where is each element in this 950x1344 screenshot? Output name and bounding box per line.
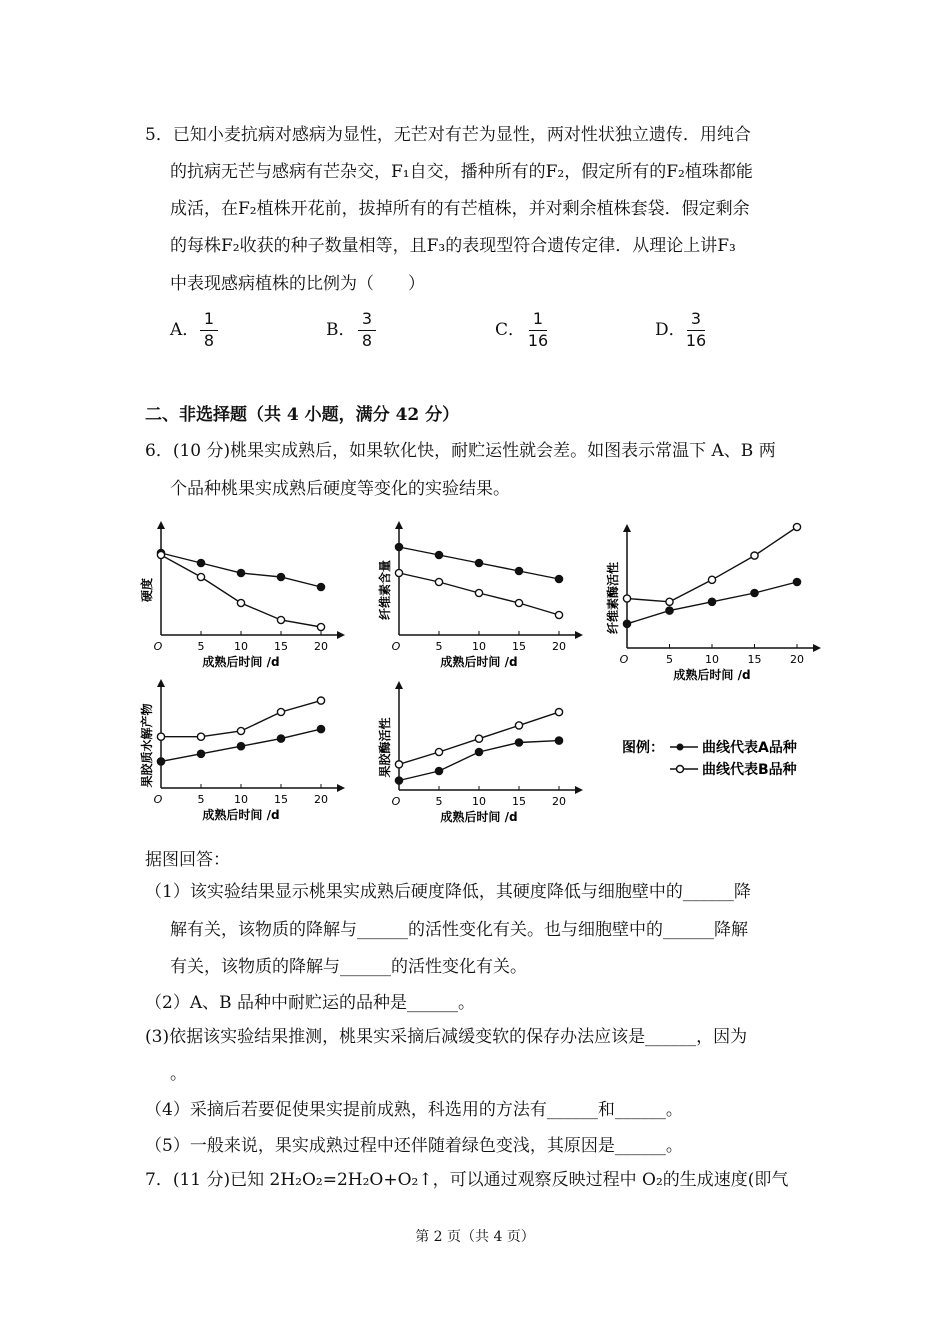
chart3-series-B-point xyxy=(751,552,758,559)
chart3-series-A-point xyxy=(793,578,800,585)
option-c-fraction xyxy=(523,309,553,351)
option-d-fraction xyxy=(681,309,711,351)
legend-label-b: 曲线代表B品种 xyxy=(702,762,797,778)
q6-sub-1c: 有关，该物质的降解与______的活性变化有关。 xyxy=(170,957,527,977)
chart4-series-A-point xyxy=(317,726,324,733)
option-b-fraction xyxy=(352,309,382,351)
option-d-denominator: 16 xyxy=(685,331,707,350)
chart2-series-A-point xyxy=(515,567,522,574)
chart3-series-B-point xyxy=(708,576,715,583)
chart1-tick-label: 15 xyxy=(274,640,288,653)
chart4-series-B-point xyxy=(317,697,324,704)
chart1-tick-label: O xyxy=(153,640,163,653)
q5-line-1: 5．已知小麦抗病对感病为显性，无芒对有芒为显性，两对性状独立遗传．用纯合 xyxy=(145,125,751,145)
legend-label-a: 曲线代表A品种 xyxy=(702,740,797,756)
chart2-series-A-point xyxy=(395,543,402,550)
q6-sub-1b: 解有关，该物质的降解与______的活性变化有关。也与细胞壁中的______降解 xyxy=(170,920,748,940)
chart5-series-A-point xyxy=(435,767,442,774)
chart3-tick-label: 10 xyxy=(705,653,719,666)
chart3-series-B-line xyxy=(627,527,797,602)
chart4-series-A-point xyxy=(197,750,204,757)
chart5-series-A-point xyxy=(555,737,562,744)
option-a-label: A． xyxy=(170,320,200,340)
chart1-series-A-point xyxy=(237,569,244,576)
q6-sub-3b: 。 xyxy=(170,1064,187,1084)
chart3-series-B-point xyxy=(623,595,630,602)
chart2-series-A-point xyxy=(435,551,442,558)
chart4-tick-label: 10 xyxy=(234,793,248,806)
q6-intro-1: 6．(10 分)桃果实成熟后，如果软化快，耐贮运性就会差。如图表示常温下 A、B 两 xyxy=(145,441,776,461)
chart3-series-B-point xyxy=(666,598,673,605)
chart4-tick-label: 5 xyxy=(197,793,205,806)
q6-intro-2: 个品种桃果实成熟后硬度等变化的实验结果。 xyxy=(170,479,510,499)
chart4-series-B-point xyxy=(277,708,284,715)
chart1-series-B-line xyxy=(161,555,321,627)
chart4-series-A-point xyxy=(157,758,164,765)
chart3-tick-label: O xyxy=(619,653,629,666)
chart3-series-A-point xyxy=(708,598,715,605)
q6-sub-1a: （1）该实验结果显示桃果实成熟后硬度降低，其硬度降低与细胞壁中的______降 xyxy=(145,882,751,902)
chart2-series-B-point xyxy=(395,569,402,576)
chart5-series-A-point xyxy=(515,739,522,746)
option-b-numerator: 3 xyxy=(361,309,373,328)
chart4-series-B-point xyxy=(157,733,164,740)
chart1-series-A-point xyxy=(197,559,204,566)
chart3-tick-label: 15 xyxy=(747,653,762,666)
q6-sub-5: （5）一般来说，果实成熟过程中还伴随着绿色变浅，其原因是______。 xyxy=(145,1136,683,1156)
chart2-x-label: 成熟后时间 /d xyxy=(440,655,518,669)
option-c-label: C． xyxy=(495,320,526,340)
chart1-series-B-point xyxy=(277,616,284,623)
q6-prompt: 据图回答： xyxy=(145,850,230,870)
q6-sub-2: （2）A、B 品种中耐贮运的品种是______。 xyxy=(145,993,475,1013)
chart2-tick-label: 20 xyxy=(552,640,566,653)
chart4-tick-label: 20 xyxy=(314,793,328,806)
chart1-tick-label: 5 xyxy=(197,640,205,653)
chart1-tick-label: 20 xyxy=(314,640,328,653)
chart4-tick-label: 15 xyxy=(274,793,288,806)
chart5-series-B-point xyxy=(475,735,482,742)
chart2-series-B-point xyxy=(555,611,562,618)
chart4-series-A-point xyxy=(277,735,284,742)
q6-sub-3a: (3)依据该实验结果推测，桃果实采摘后减缓变软的保存办法应该是______，因为 xyxy=(145,1027,748,1047)
q5-line-3: 成活，在F₂植株开花前，拔掉所有的有芒植株，并对剩余植株套袋．假定剩余 xyxy=(170,199,750,219)
option-c-numerator: 1 xyxy=(532,309,544,328)
chart1-series-B-point xyxy=(317,623,324,630)
chart3-series-A-point xyxy=(751,589,758,596)
chart2-series-A-point xyxy=(475,559,482,566)
chart1-y-label: 硬度 xyxy=(140,577,154,603)
chart5-tick-label: 10 xyxy=(472,795,486,808)
chart1-x-label: 成熟后时间 /d xyxy=(202,655,280,669)
chart-legend xyxy=(622,739,797,778)
chart1-series-A-point xyxy=(277,573,284,580)
legend-title: 图例： xyxy=(622,740,664,756)
chart2-series-B-point xyxy=(435,578,442,585)
chart5-series-B-point xyxy=(395,761,402,768)
chart1-series-B-point xyxy=(157,551,164,558)
option-a-fraction xyxy=(194,309,224,351)
chart1-series-B-point xyxy=(197,573,204,580)
chart5-series-B-point xyxy=(515,722,522,729)
chart2-series-B-point xyxy=(475,589,482,596)
chart1-tick-label: 10 xyxy=(234,640,248,653)
chart5-x-label: 成熟后时间 /d xyxy=(440,810,518,824)
section-2-title: 二、非选择题（共 4 小题，满分 42 分） xyxy=(145,405,460,425)
chart3-series-A-point xyxy=(623,620,630,627)
chart3-x-label: 成熟后时间 /d xyxy=(673,668,751,682)
q5-line-4: 的每株F₂收获的种子数量相等，且F₃的表现型符合遗传定律．从理论上讲F₃ xyxy=(170,236,736,256)
chart3-series-A-point xyxy=(666,607,673,614)
option-a-numerator: 1 xyxy=(203,309,215,328)
chart4-y-label: 果胶质水解产物 xyxy=(140,703,154,788)
chart5-y-label: 果胶酶活性 xyxy=(378,717,392,778)
chart5-series-B-point xyxy=(555,709,562,716)
chart3-series-B-point xyxy=(793,523,800,530)
chart2-series-A-point xyxy=(555,575,562,582)
legend-marker-b xyxy=(677,766,684,773)
chart4-tick-label: O xyxy=(153,793,163,806)
chart5-tick-label: 5 xyxy=(435,795,443,808)
chart2-tick-label: 10 xyxy=(472,640,486,653)
option-a-denominator: 8 xyxy=(203,331,215,350)
chart5-series-A-point xyxy=(395,777,402,784)
chart2-tick-label: O xyxy=(391,640,401,653)
chart1-series-B-point xyxy=(237,599,244,606)
chart3-tick-label: 20 xyxy=(790,653,804,666)
chart5-tick-label: O xyxy=(391,795,401,808)
page-footer: 第 2 页（共 4 页） xyxy=(415,1229,535,1245)
chart5-tick-label: 20 xyxy=(552,795,566,808)
option-b-label: B． xyxy=(326,320,356,340)
chart2-y-label: 纤维素含量 xyxy=(378,559,392,621)
q5-line-2: 的抗病无芒与感病有芒杂交，F₁自交，播种所有的F₂，假定所有的F₂植珠都能 xyxy=(170,162,753,182)
chart3-tick-label: 5 xyxy=(666,653,673,666)
option-b-denominator: 8 xyxy=(361,331,373,350)
chart2-tick-label: 5 xyxy=(435,640,443,653)
figure-charts xyxy=(140,510,840,830)
chart4-x-label: 成熟后时间 /d xyxy=(202,808,280,822)
chart5-series-A-line xyxy=(399,741,559,781)
chart5-tick-label: 15 xyxy=(512,795,526,808)
chart4-series-B-point xyxy=(197,733,204,740)
chart4-series-A-point xyxy=(237,743,244,750)
chart2-tick-label: 15 xyxy=(512,640,526,653)
q5-line-5: 中表现感病植株的比例为（ ） xyxy=(170,274,425,294)
legend-marker-a xyxy=(677,744,684,751)
q7-intro: 7．(11 分)已知 2H₂O₂=2H₂O+O₂↑，可以通过观察反映过程中 O₂的生成速度(即气 xyxy=(145,1170,789,1190)
chart5-series-A-point xyxy=(475,748,482,755)
option-c-denominator: 16 xyxy=(527,331,549,350)
chart2-series-B-point xyxy=(515,599,522,606)
chart4-series-B-point xyxy=(237,727,244,734)
option-d-numerator: 3 xyxy=(690,309,702,328)
chart1-series-A-point xyxy=(317,583,324,590)
q6-sub-4: （4）采摘后若要促使果实提前成熟，科选用的方法有______和______。 xyxy=(145,1100,683,1120)
chart5-series-B-point xyxy=(435,748,442,755)
chart3-y-label: 纤维素酶活性 xyxy=(606,561,620,635)
option-d-label: D． xyxy=(655,320,686,340)
